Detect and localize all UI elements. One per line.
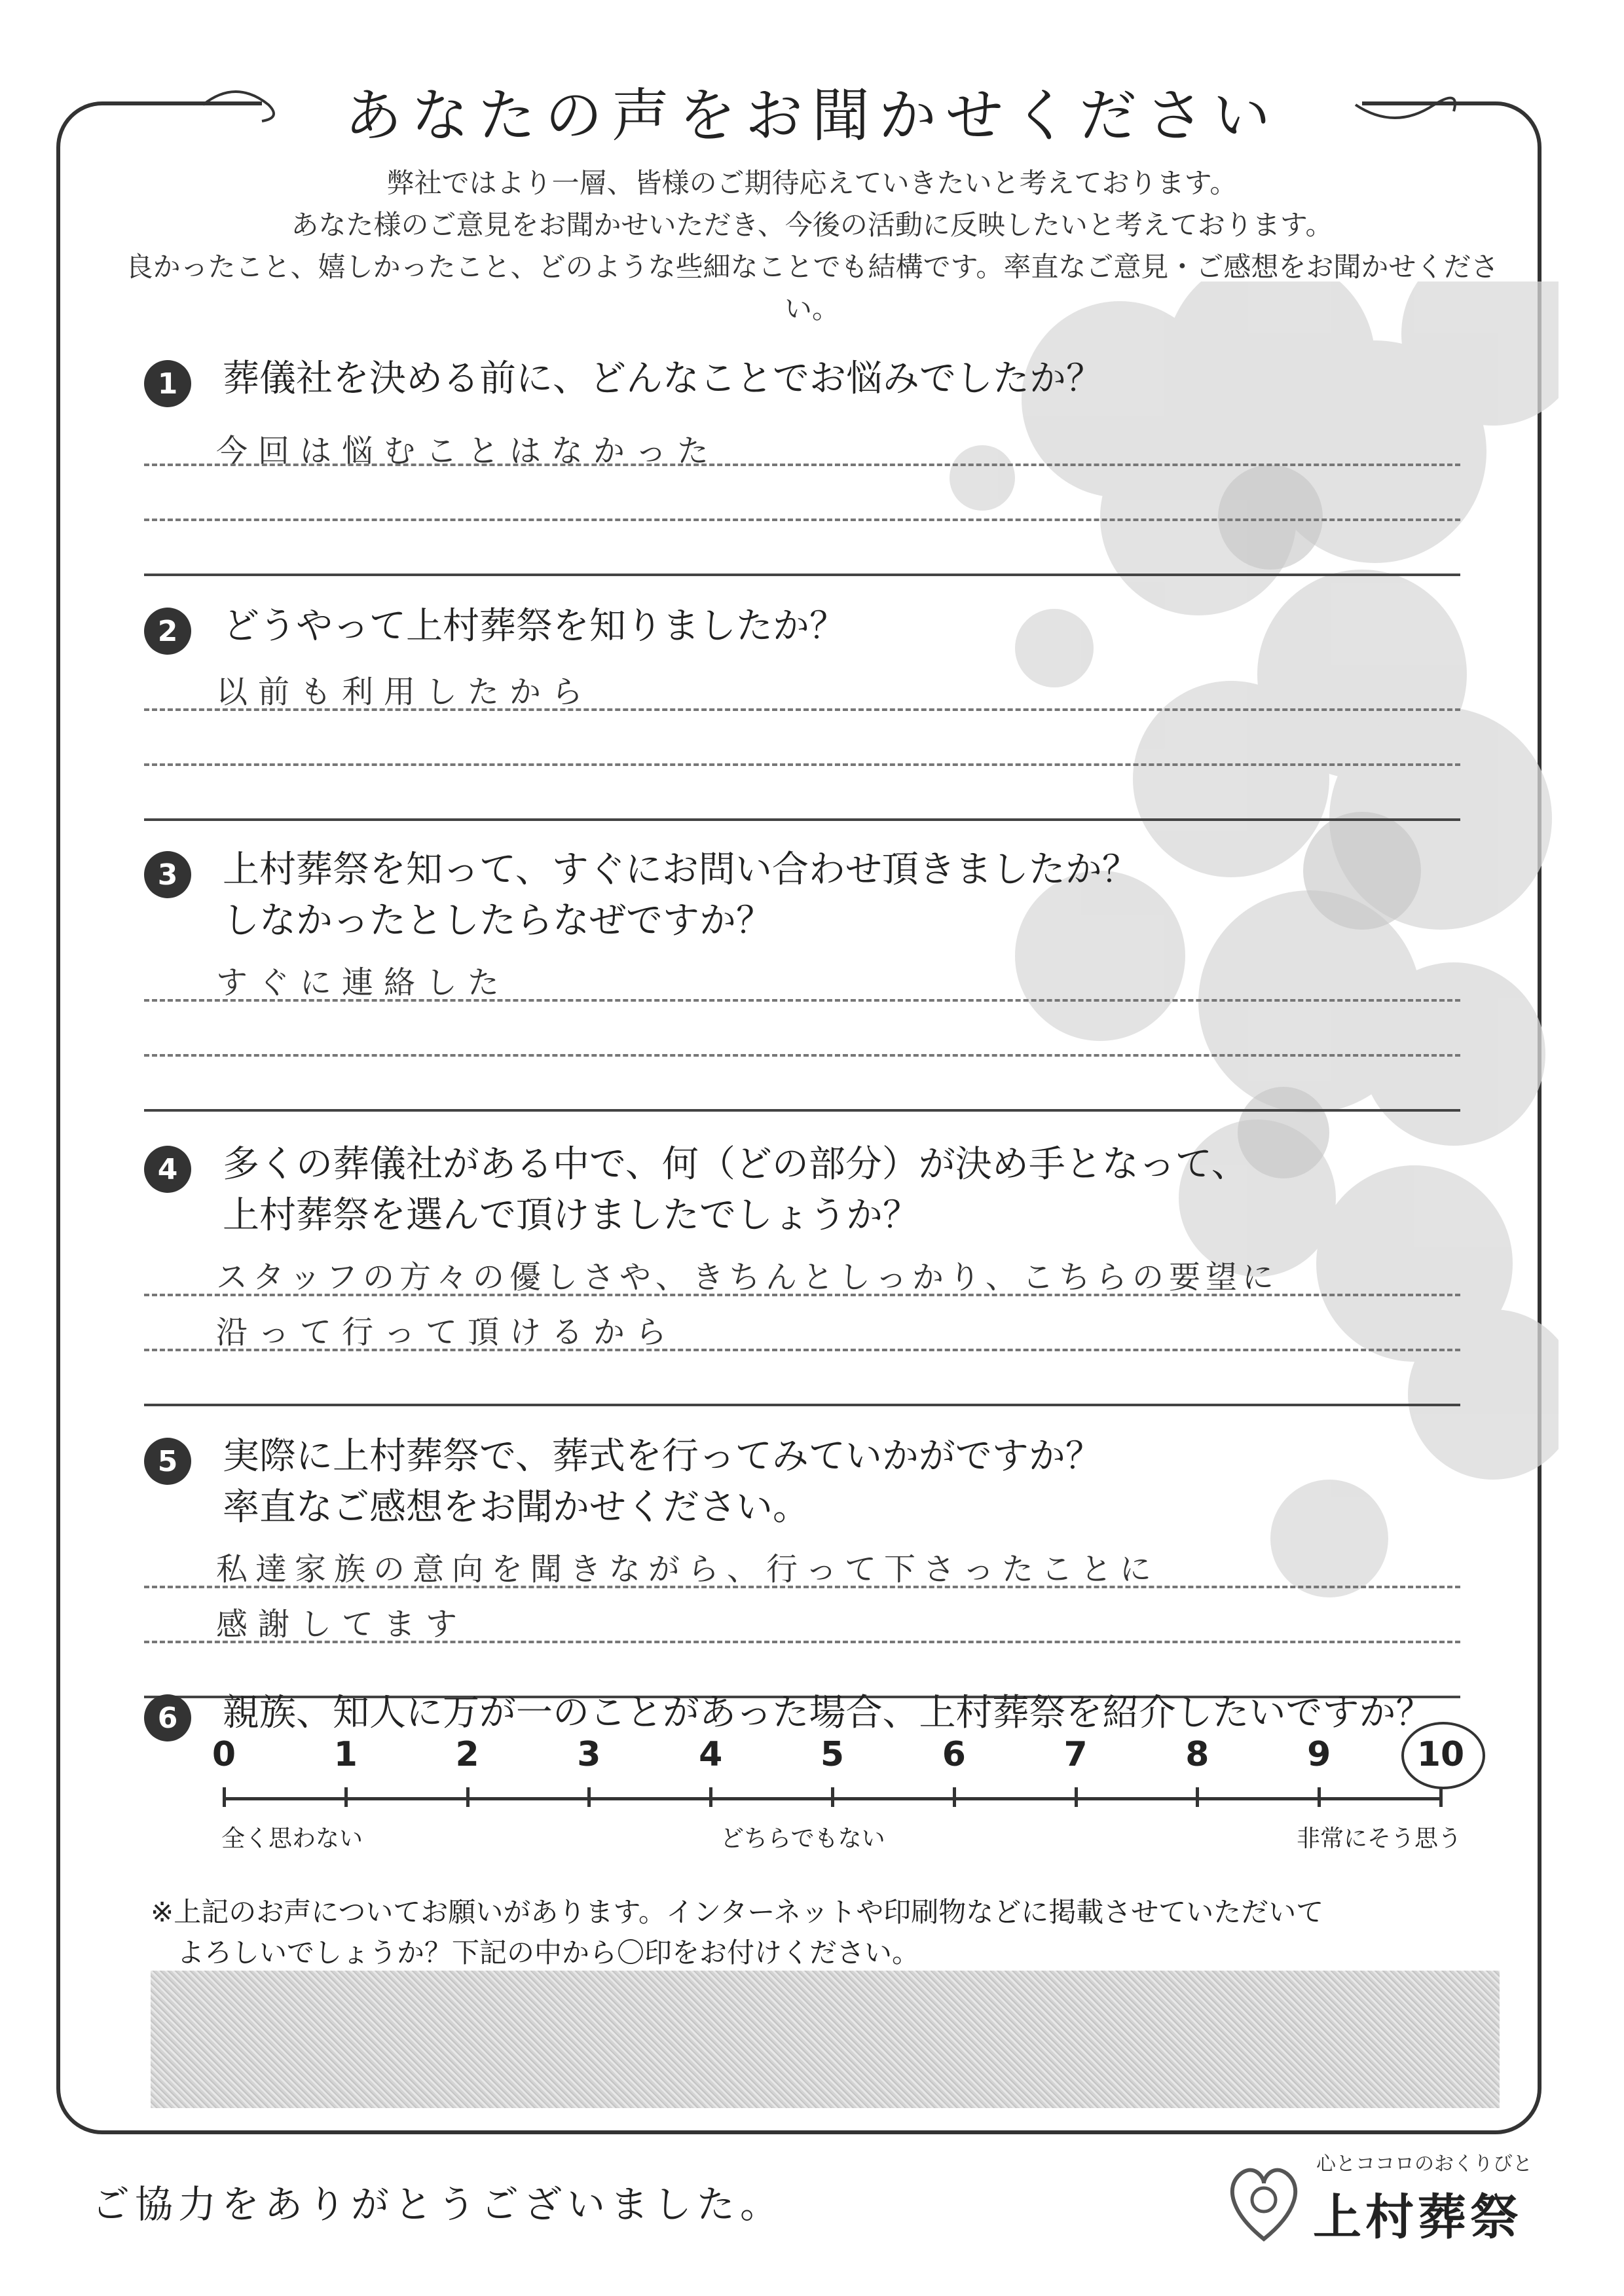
heart-logo-icon [1225, 2160, 1303, 2246]
publication-note [151, 1892, 1323, 1973]
intro-text [105, 162, 1519, 330]
scale-tick [1196, 1787, 1199, 1807]
intro-line: 弊社ではより一層、皆様のご期待応えていきたいと考えております。 [386, 167, 1238, 199]
note-line: よろしいでしょうか？下記の中から〇印をお付けください。 [177, 1937, 920, 1969]
section-divider [144, 818, 1460, 821]
question-text: 上村葬祭を選んで頂けましたでしょうか？ [223, 1194, 919, 1237]
question-text: 葬儀社を決める前に、どんなことでお悩みでしたか？ [223, 357, 1103, 400]
question-text: 上村葬祭を知って、すぐにお問い合わせ頂きましたか？ [223, 848, 1139, 891]
answer-text: すぐに連絡した [216, 964, 510, 1001]
answer-text: 以前も利用したから [216, 674, 594, 710]
scale-tick [344, 1787, 348, 1807]
scale-tick-label: 10 [1416, 1735, 1465, 1774]
question-number: 6 [144, 1694, 191, 1741]
intro-line: 良かったこと、嬉しかったこと、どのような些細なことでも結構です。率直なご意見・ご感想をお聞かせください。 [125, 251, 1499, 325]
intro-line: あなた様のご意見をお聞かせいただき、今後の活動に反映したいと考えております。 [291, 209, 1333, 241]
section-divider [144, 1109, 1460, 1112]
answer-text: 感謝してます [216, 1606, 468, 1643]
scale-tick [1439, 1787, 1443, 1807]
question-number: 3 [144, 851, 191, 898]
answer-line [144, 1054, 1460, 1057]
scale-tick [1075, 1787, 1078, 1807]
logo-tagline: 心とココロのおくりびと [1316, 2153, 1532, 2176]
question-number: 4 [144, 1146, 191, 1193]
scale-tick-label: 6 [942, 1735, 966, 1774]
question-number: 1 [144, 360, 191, 407]
scale-tick-label: 5 [820, 1735, 845, 1774]
clover-decoration-icon [904, 282, 1559, 1617]
answer-line [144, 1641, 1460, 1643]
title-area [262, 62, 1362, 160]
scale-tick [831, 1787, 834, 1807]
scale-tick-label: 3 [577, 1735, 601, 1774]
answer-line [144, 1349, 1460, 1351]
question-text: 多くの葬儀社がある中で、何（どの部分）が決め手となって、 [223, 1143, 1248, 1186]
scale-high-label: 非常にそう思う [1297, 1825, 1462, 1852]
answer-line [144, 1294, 1460, 1296]
question-number: 2 [144, 608, 191, 655]
page-title: あなたの声をお聞かせください [344, 82, 1280, 149]
answer-line [144, 519, 1460, 521]
answer-line [144, 1586, 1460, 1588]
answer-text: スタッフの方々の優しさや、きちんとしっかり、こちらの要望に [216, 1259, 1280, 1296]
scale-tick [466, 1787, 470, 1807]
question-text: 親族、知人に万が一のことがあった場合、上村葬祭を紹介したいですか？ [223, 1692, 1433, 1734]
scale-tick-label: 4 [699, 1735, 723, 1774]
scale-tick-label: 1 [333, 1735, 358, 1774]
section-divider [144, 1404, 1460, 1406]
answer-line [144, 999, 1460, 1002]
scale-tick-label: 9 [1307, 1735, 1331, 1774]
question-text: 実際に上村葬祭で、葬式を行ってみていかがですか？ [223, 1435, 1102, 1478]
answer-text: 沿って行って頂けるから [216, 1314, 678, 1351]
flourish-left-icon [196, 79, 288, 131]
answer-line [144, 708, 1460, 711]
scale-low-label: 全く思わない [221, 1825, 363, 1852]
scale-tick-label: 2 [455, 1735, 479, 1774]
scale-tick-label: 7 [1063, 1735, 1088, 1774]
thanks-message: ご協力をありがとうございました。 [92, 2182, 784, 2227]
answer-text: 私達家族の意向を聞きながら、行って下さったことに [216, 1551, 1160, 1588]
flourish-right-icon [1349, 79, 1467, 131]
question-text: どうやって上村葬祭を知りましたか？ [223, 605, 846, 647]
scale-tick-label: 8 [1185, 1735, 1209, 1774]
scale-tick [953, 1787, 956, 1807]
section-divider [144, 574, 1460, 576]
scale-mid-label: どちらでもない [720, 1825, 885, 1852]
answer-text: 今回は悩むことはなかった [216, 433, 720, 469]
company-logo [1225, 2147, 1532, 2252]
rating-scale [196, 1735, 1572, 1866]
answer-line [144, 763, 1460, 766]
redacted-area [151, 1971, 1500, 2108]
question-text: しなかったとしたらなぜですか？ [223, 900, 773, 942]
scale-tick [223, 1787, 226, 1807]
scale-tick-label: 0 [212, 1735, 236, 1774]
scale-tick [1318, 1787, 1321, 1807]
note-line: ※上記のお声についてお願いがあります。インターネットや印刷物などに掲載させていただいて [151, 1896, 1324, 1928]
scale-tick [709, 1787, 712, 1807]
logo-name: 上村葬祭 [1313, 2189, 1522, 2246]
scale-tick [587, 1787, 591, 1807]
question-number: 5 [144, 1438, 191, 1485]
question-text: 率直なご感想をお聞かせください。 [223, 1486, 809, 1529]
answer-line [144, 464, 1460, 466]
selected-rating-circle [1401, 1722, 1485, 1789]
